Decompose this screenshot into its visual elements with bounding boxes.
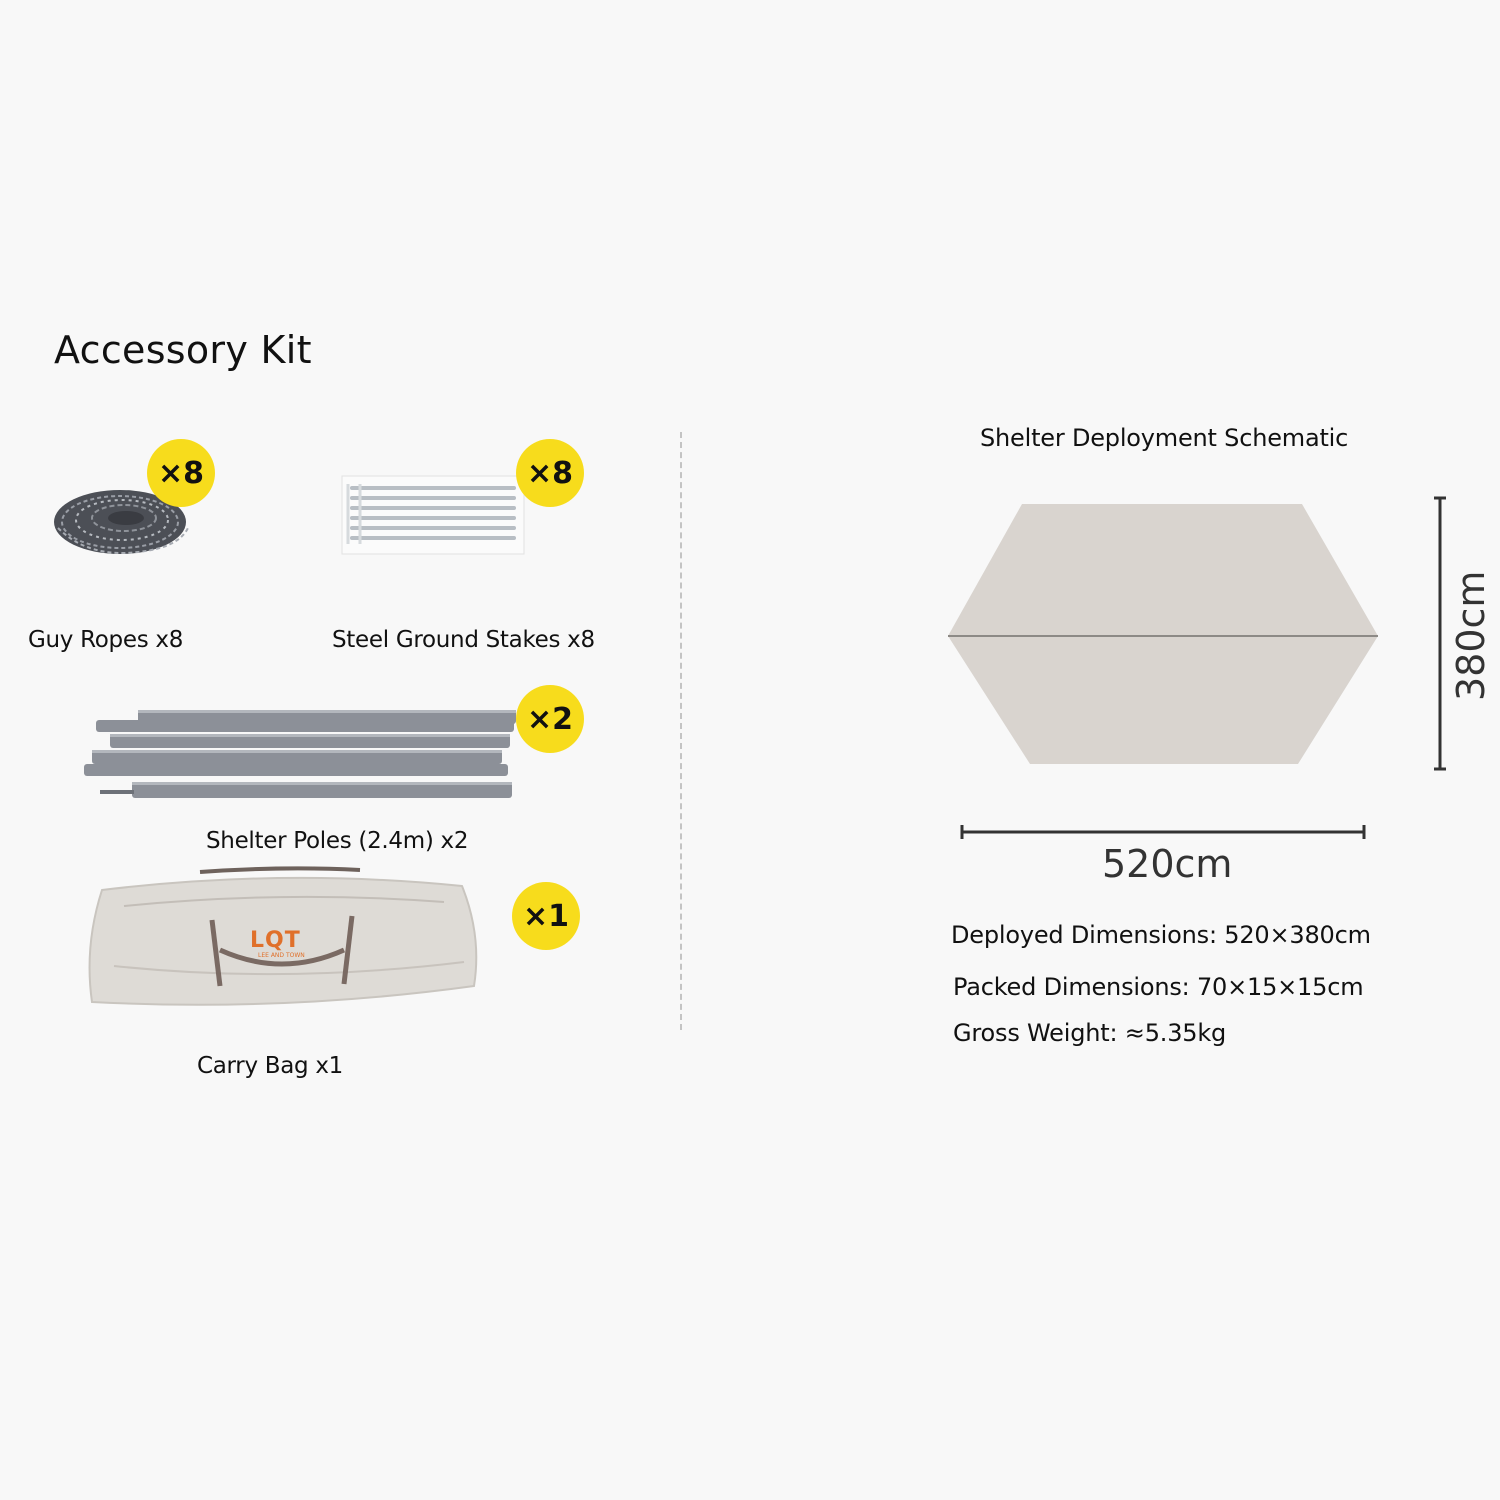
section-divider — [680, 432, 682, 1030]
width-dimension-label: 520cm — [1102, 842, 1233, 886]
brand-logo-subtitle: LEE AND TOWN — [258, 952, 305, 959]
width-dimension-line — [958, 822, 1370, 842]
page-title: Accessory Kit — [54, 328, 312, 372]
spec-deployed-dimensions: Deployed Dimensions: 520×380cm — [951, 921, 1371, 949]
item-label-carry-bag: Carry Bag x1 — [197, 1053, 344, 1079]
ground-stakes-icon — [338, 474, 530, 558]
quantity-badge: ×8 — [147, 439, 215, 507]
quantity-badge: ×8 — [516, 439, 584, 507]
spec-gross-weight: Gross Weight: ≈5.35kg — [953, 1019, 1227, 1047]
item-label-ground-stakes: Steel Ground Stakes x8 — [332, 627, 595, 653]
item-label-guy-ropes: Guy Ropes x8 — [28, 627, 184, 653]
shelter-schematic — [940, 490, 1390, 780]
schematic-title: Shelter Deployment Schematic — [980, 424, 1349, 452]
height-dimension-label: 380cm — [1449, 570, 1493, 701]
quantity-badge: ×2 — [516, 685, 584, 753]
spec-packed-dimensions: Packed Dimensions: 70×15×15cm — [953, 973, 1364, 1001]
quantity-badge: ×1 — [512, 882, 580, 950]
item-label-poles: Shelter Poles (2.4m) x2 — [206, 828, 469, 854]
brand-logo: LQT — [250, 928, 301, 953]
poles-icon — [80, 706, 520, 806]
